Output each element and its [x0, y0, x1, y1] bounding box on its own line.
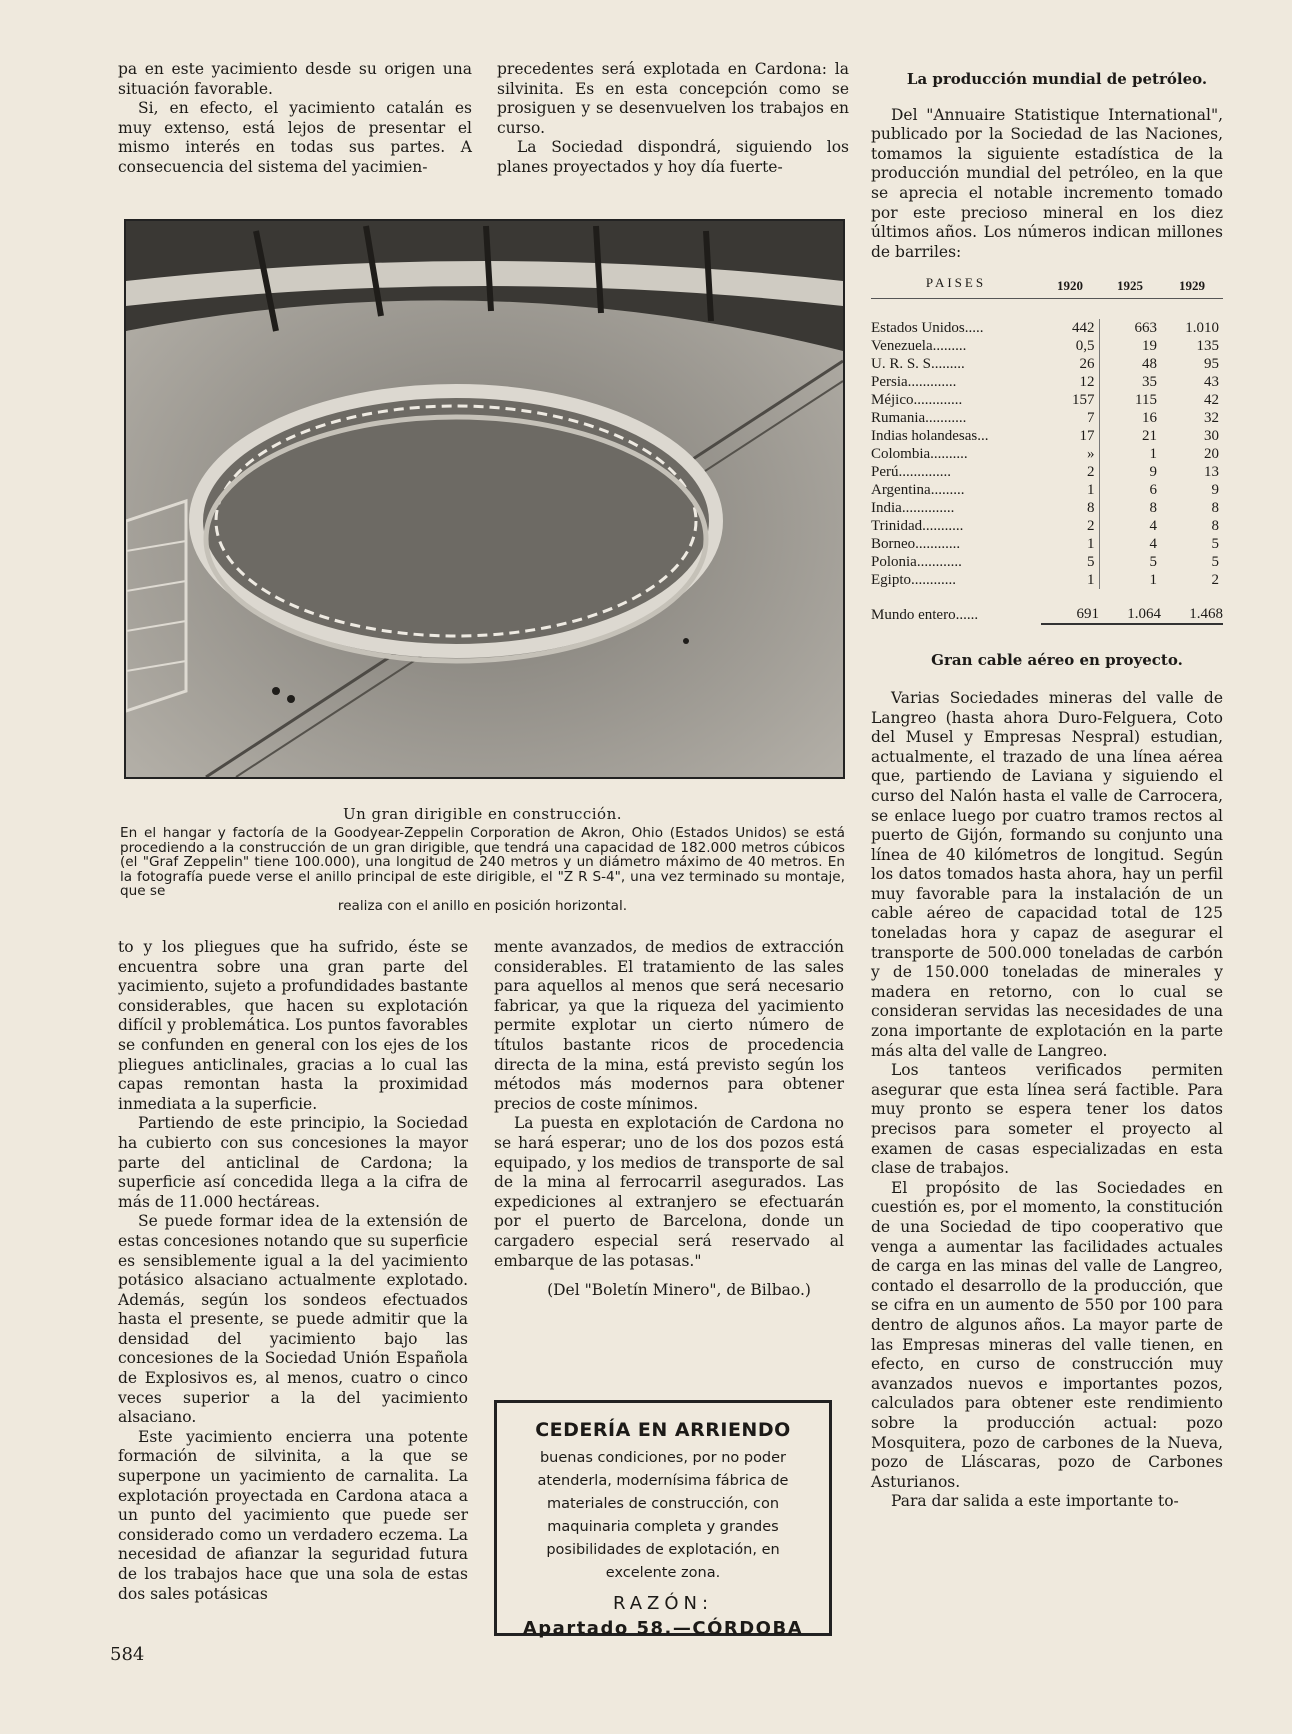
oil-heading: La producción mundial de petróleo.: [906, 70, 1208, 88]
table-cell-1920: 26: [1041, 355, 1099, 373]
ad-razon: RAZÓN:: [612, 1593, 714, 1614]
table-cell-1929: 32: [1204, 410, 1219, 427]
table-row: [871, 553, 1223, 571]
table-cell-1920: 1: [1041, 571, 1099, 589]
table-cell-1925: 663: [1134, 320, 1157, 337]
table-cell-1929: 5: [1211, 536, 1219, 553]
paragraph: Partiendo de este principio, la Sociedad ha cubierto con sus concesiones la mayor parte del anticlinal de Cardona; la superficie así concedida llega a la cifra de más de 11.000 hectáreas.: [118, 1114, 468, 1211]
source-citation: (Del "Boletín Minero", de Bilbao.): [547, 1281, 811, 1300]
table-cell-1929: 13: [1204, 464, 1219, 481]
total-country: Mundo entero......: [871, 606, 979, 623]
table-cell-1920: 7: [1041, 409, 1099, 427]
table-cell-1925: 21: [1142, 428, 1157, 445]
table-cell-1929: 30: [1204, 428, 1219, 445]
col2-top-text: [497, 60, 849, 178]
table-cell-country: Indias holandesas...: [871, 428, 989, 445]
table-cell-1929: 95: [1204, 356, 1219, 373]
paragraph: precedentes será explotada en Cardona: la silvinita. Es en esta concepción como se prosiguen y se desenvuelven los trabajos en curso.: [497, 60, 849, 137]
table-cell-country: U. R. S. S.........: [871, 356, 965, 373]
table-cell-1925: 48: [1142, 356, 1157, 373]
table-cell-1920: 0,5: [1041, 337, 1099, 355]
paragraph: Para dar salida a este importante to-: [891, 1492, 1179, 1511]
table-cell-country: Polonia............: [871, 554, 962, 571]
table-cell-country: Colombia..........: [871, 446, 968, 463]
table-cell-1929: 2: [1211, 572, 1219, 589]
caption-text-last: realiza con el anillo en posición horizontal.: [337, 897, 628, 914]
table-cell-1929: 135: [1196, 338, 1219, 355]
table-cell-country: Persia.............: [871, 374, 957, 391]
table-row: [871, 391, 1223, 409]
table-cell-1925: 9: [1149, 464, 1157, 481]
table-cell-country: Venezuela.........: [871, 338, 967, 355]
table-cell-1920: 2: [1041, 517, 1099, 535]
table-cell-country: Borneo............: [871, 536, 961, 553]
table-cell-1920: »: [1041, 445, 1099, 463]
paragraph: Los tanteos verificados permiten asegurar que esta línea será factible. Para muy pronto se espera tener los datos precisos para someter el proyecto al examen de casas especializadas en esta clase de trabajos.: [871, 1061, 1223, 1178]
table-header-paises: PAISES: [925, 275, 987, 291]
paragraph: mente avanzados, de medios de extracción considerables. El tratamiento de las sales para aquellos al menos que será necesario fabricar, ya que la riqueza del yacimiento permite explotar un cierto número de títulos bastante ricos de procedencia directa de la mina, está previsto según los métodos más modernos para obtener precios de coste mínimos.: [494, 938, 844, 1113]
table-cell-1929: 20: [1204, 446, 1219, 463]
paragraph: to y los pliegues que ha sufrido, éste se encuentra sobre una gran parte del yacimiento, sujeto a profundidades bastante considerables, que hacen su explotación difícil y problemática. Los puntos favorables se confunden en general con los ejes de los pliegues anticlinales, gracias a lo cual las capas remontan hasta la proximidad inmediata a la superficie.: [118, 938, 468, 1113]
table-cell-country: Méjico.............: [871, 392, 963, 409]
photo-caption-body: [120, 826, 845, 913]
table-cell-1925: 8: [1149, 500, 1157, 517]
paragraph: Si, en efecto, el yacimiento catalán es muy extenso, está lejos de presentar el mismo interés en todas sus partes. A consecuencia del sistema del yacimien-: [118, 99, 472, 176]
page-number: 584: [110, 1644, 145, 1665]
table-cell-1925: 35: [1142, 374, 1157, 391]
oil-table-wrapper: [871, 274, 1223, 625]
table-cell-1925: 1: [1149, 572, 1157, 589]
table-cell-1925: 6: [1149, 482, 1157, 499]
table-header-1929: 1929: [1179, 278, 1205, 294]
col1-bottom-text: [118, 938, 468, 1604]
table-header-1920: 1920: [1057, 278, 1083, 294]
table-row: [871, 355, 1223, 373]
oil-table-body: [871, 319, 1223, 589]
table-cell-1925: 19: [1142, 338, 1157, 355]
table-cell-1920: 2: [1041, 463, 1099, 481]
table-cell-1929: 1.010: [1185, 320, 1219, 337]
table-cell-1920: 17: [1041, 427, 1099, 445]
table-cell-1929: 5: [1211, 554, 1219, 571]
total-1920: 691: [1041, 605, 1099, 624]
table-cell-1925: 1: [1149, 446, 1157, 463]
total-1925: 1.064: [1099, 605, 1161, 624]
table-cell-1929: 42: [1204, 392, 1219, 409]
table-row: [871, 319, 1223, 337]
oil-intro: Del "Annuaire Statistique International", publicado por la Sociedad de las Naciones, tomamos la siguiente estadística de la producción mundial del petróleo, en la que se aprecia el notable incremento tomado por este precioso mineral en los diez últimos años. Los números indican millones de barriles:: [871, 105, 1223, 261]
table-row: [871, 571, 1223, 589]
table-row: [871, 337, 1223, 355]
caption-text: En el hangar y factoría de la Goodyear-Zeppelin Corporation de Akron, Ohio (Estados Unidos) se está procediendo a la construcción de un gran dirigible, que tendrá una capacidad de 182.000 metros cúbicos (el "Graf Zeppelin" tiene 100.000), una longitud de 240 metros y un diámetro máximo de 40 metros. En la fotografía puede verse el anillo principal de este dirigible, el "Z R S-4", una vez terminado su montaje, que se: [120, 825, 845, 899]
table-cell-1925: 4: [1149, 536, 1157, 553]
table-row: [871, 445, 1223, 463]
table-header-1925: 1925: [1117, 278, 1143, 294]
table-row: [871, 517, 1223, 535]
dirigible-photo: [124, 219, 845, 779]
table-cell-1929: 8: [1211, 500, 1219, 517]
table-cell-1929: 8: [1211, 518, 1219, 535]
table-cell-country: India..............: [871, 500, 955, 517]
table-cell-country: Perú..............: [871, 464, 951, 481]
paragraph: Se puede formar idea de la extensión de estas concesiones notando que su superficie es sensiblemente igual a la del yacimiento potásico alsaciano actualmente explotado. Además, según los sondeos efectuados hasta el presente, se puede admitir que la densidad del yacimiento bajo las concesiones de la Sociedad Unión Española de Explosivos es, al menos, cuatro o cinco veces superior a la del yacimiento alsaciano.: [118, 1212, 468, 1427]
table-cell-country: Argentina.........: [871, 482, 965, 499]
classified-ad-box: [494, 1400, 832, 1639]
paragraph: El propósito de las Sociedades en cuestión es, por el momento, la constitución de una Sociedad de tipo cooperativo que venga a aumentar las facilidades actuales de carga en las minas del valle de Langreo, contado el desarrollo de la producción, que se cifra en un aumento de 550 por 100 para dentro de algunos años. La mayor parte de las Empresas mineras del valle tienen, en efecto, en curso de construcción muy avanzados nuevos e importantes pozos, calculados para obtener este rendimiento sobre la producción actual: pozo Mosquitera, pozo de carbones de la Nueva, pozo de Lláscaras, pozo de Carbones Asturianos.: [871, 1178, 1223, 1491]
ad-title: CEDERÍA EN ARRIENDO: [535, 1419, 791, 1441]
col1-top-text: [118, 60, 472, 178]
table-cell-1920: 8: [1041, 499, 1099, 517]
col2-bottom-text: [494, 938, 844, 1301]
table-cell-1925: 4: [1149, 518, 1157, 535]
table-row: [871, 373, 1223, 391]
table-cell-country: Egipto............: [871, 572, 956, 589]
table-row: [871, 535, 1223, 553]
table-cell-country: Rumania...........: [871, 410, 967, 427]
table-cell-1925: 115: [1135, 392, 1157, 409]
table-cell-1925: 16: [1142, 410, 1157, 427]
paragraph: Varias Sociedades mineras del valle de Langreo (hasta ahora Duro-Felguera, Coto del Musel y Empresas Nespral) estudian, actualmente, el trazado de una línea aérea que, partiendo de Laviana y siguiendo el curso del Nalón hasta el valle de Carrocera, se enlace luego por cuatro tramos rectos al puerto de Gijón, formando su conjunto una línea de 40 kilómetros de longitud. Según los datos tomados hasta ahora, hay un perfil muy favorable para la instalación de un cable aéreo de capacidad total de 125 toneladas hora y capaz de asegurar el transporte de 500.000 toneladas de carbón y de 150.000 toneladas de minerales y madera en retorno, con lo cual se consideran servidas las necesidades de una zona importante de explotación en la parte más alta del valle de Langreo.: [871, 688, 1223, 1060]
photo-caption-title: Un gran dirigible en construcción.: [342, 805, 623, 823]
table-cell-1920: 1: [1041, 535, 1099, 553]
table-row: [871, 427, 1223, 445]
ad-contact: Apartado 58.—CÓRDOBA: [522, 1618, 804, 1639]
paragraph: La puesta en explotación de Cardona no se hará esperar; uno de los dos pozos está equipado, y los medios de transporte de sal de la mina al ferrocarril asegurados. Las expediciones al extranjero se efectuarán por el puerto de Barcelona, donde un cargadero especial será reservado al embarque de las potasas.": [494, 1114, 844, 1270]
table-cell-1929: 43: [1204, 374, 1219, 391]
table-row: [871, 481, 1223, 499]
table-cell-1925: 5: [1149, 554, 1157, 571]
oil-production-table: [871, 274, 1223, 625]
table-cell-1920: 442: [1041, 319, 1099, 337]
table-row: [871, 499, 1223, 517]
ad-body: buenas condiciones, por no poder atenderla, modernísima fábrica de materiales de construcción, con maquinaria completa y grandes posibilidades de explotación, en excelente zona.: [537, 1450, 789, 1581]
table-row: [871, 409, 1223, 427]
paragraph: La Sociedad dispondrá, siguiendo los planes proyectados y hoy día fuerte-: [497, 138, 849, 176]
dirigible-ring-illustration: [126, 221, 843, 777]
cable-heading: Gran cable aéreo en proyecto.: [931, 651, 1183, 670]
total-1929: 1.468: [1161, 605, 1223, 624]
table-cell-1920: 1: [1041, 481, 1099, 499]
table-cell-1929: 9: [1211, 482, 1219, 499]
paragraph: pa en este yacimiento desde su origen una situación favorable.: [118, 60, 472, 98]
table-cell-1920: 12: [1041, 373, 1099, 391]
col3-text: [871, 70, 1223, 1512]
table-row: [871, 463, 1223, 481]
table-cell-country: Estados Unidos.....: [871, 320, 984, 337]
table-cell-1920: 5: [1041, 553, 1099, 571]
table-cell-1920: 157: [1041, 391, 1099, 409]
table-cell-country: Trinidad...........: [871, 518, 964, 535]
paragraph: Este yacimiento encierra una potente formación de silvinita, a la que se superpone un yacimiento de carnalita. La explotación proyectada en Cardona ataca a un punto del yacimiento que puede ser considerado como un verdadero eczema. La necesidad de afianzar la seguridad futura de los trabajos hace que una sola de estas dos sales potásicas: [118, 1427, 468, 1603]
